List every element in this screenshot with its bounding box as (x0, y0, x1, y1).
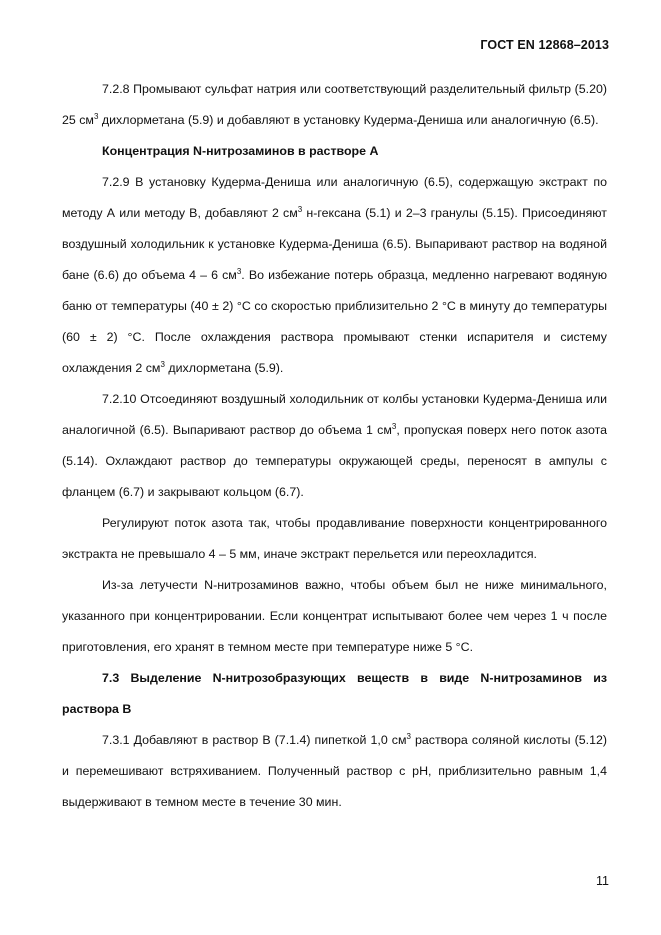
paragraph-7-2-8: 7.2.8 Промывают сульфат натрия или соответствующий разделительный фильтр (5.20) 25 $см^3$ дихлорметана (5.9) и добавляют в установку Кудерма-Дениша или аналогичную (6.5). (62, 82, 607, 127)
paragraph-7-2-9: 7.2.9 В установку Кудерма-Дениша или аналогичную (6.5), содержащую экстракт по методу А или методу В, добавляют 2 $см^3$ н-гексана (5.1) и 2–3 гранулы (5.15). Присоединяют воздушный холодильник к установке Кудерма-Дениша (6.5). Выпаривают раствор на водяной бане (6.6) до объема 4 – 6 $см^3$. Во избежание потерь образца, медленно нагревают водяную баню от температуры (40 ± 2) °С со скоростью приблизительно 2 °С в минуту до температуры (60 ± 2) °С. После охлаждения раствора промывают стенки испарителя и систему охлаждения 2 $см^3$ дихлорметана (5.9). (62, 175, 607, 375)
paragraph-volatility-note: Из-за летучести N-нитрозаминов важно, чтобы объем был не ниже минимального, указанного при концентрировании. Если концентрат испытывают более чем через 1 ч после приготовления, его хранят в темном месте при температуре ниже 5 °С. (62, 578, 607, 654)
section-heading-concentration-a: Концентрация N-нитрозаминов в растворе А (102, 144, 379, 158)
document-body (62, 74, 607, 818)
paragraph-7-2-10: 7.2.10 Отсоединяют воздушный холодильник от колбы установки Кудерма-Дениша или аналогичной (6.5). Выпаривают раствор до объема 1 $см^3$, пропуская поверх него поток азота (5.14). Охлаждают раствор до температуры окружающей среды, переносят в ампулы с фланцем (6.7) и закрывают кольцом (6.7). (62, 392, 608, 499)
page-number: 11 (596, 874, 609, 888)
section-heading-7-3: 7.3 Выделение N-нитрозобразующих веществ в виде N-нитрозаминов из раствора В (62, 671, 607, 716)
document-header-standard-id: ГОСТ EN 12868–2013 (480, 38, 609, 52)
paragraph-nitrogen-flow: Регулируют поток азота так, чтобы продавливание поверхности концентрированного экстракта не превышало 4 – 5 мм, иначе экстракт перельется или переохладится. (62, 516, 607, 561)
paragraph-7-3-1: 7.3.1 Добавляют в раствор В (7.1.4) пипеткой 1,0 $см^3$ раствора соляной кислоты (5.12) и перемешивают встряхиванием. Полученный раствор с pH, приблизительно равным 1,4 выдерживают в темном месте в течение 30 мин. (62, 732, 608, 809)
